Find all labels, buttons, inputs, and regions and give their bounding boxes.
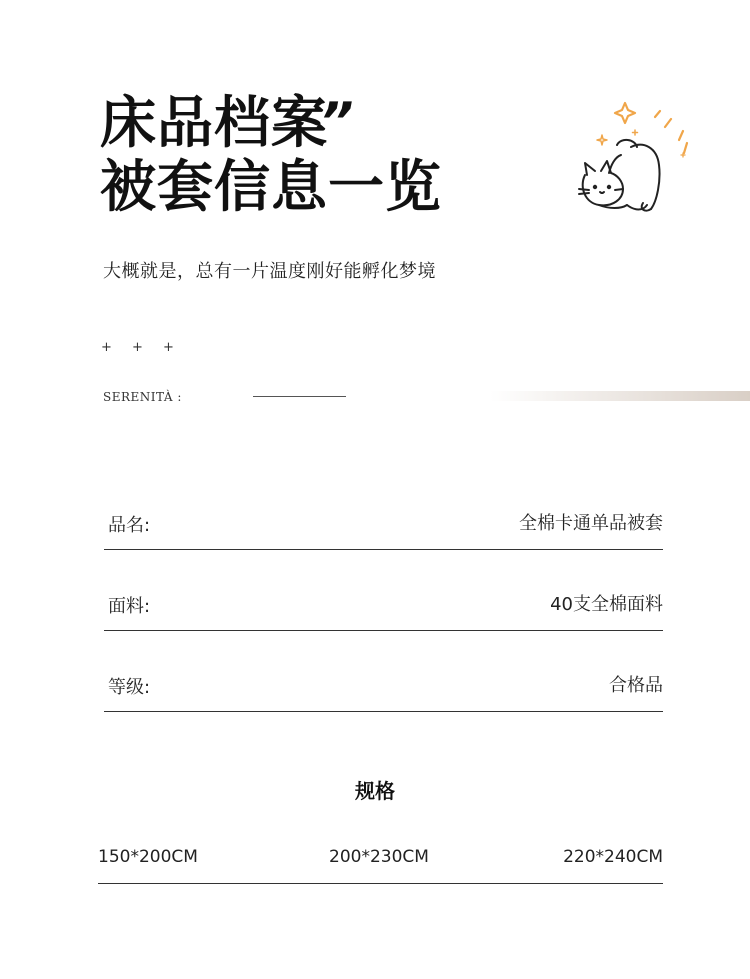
brand-divider	[253, 396, 346, 397]
cat-stretching-icon	[565, 95, 700, 220]
info-label: 等级:	[108, 677, 151, 698]
info-row-fabric	[104, 590, 663, 631]
size-option: 150*200CM	[98, 847, 198, 867]
brand-label: SERENITÀ :	[103, 390, 182, 404]
plus-decoration: + + +	[101, 340, 182, 355]
info-label: 品名:	[108, 515, 151, 536]
quote-mark: ”	[320, 92, 354, 152]
info-row-grade	[104, 671, 663, 712]
subtitle: 大概就是，总有一片温度刚好能孵化梦境	[103, 261, 436, 282]
info-label: 面料:	[108, 596, 151, 617]
info-row-product-name	[104, 509, 663, 550]
page-title-line1: 床品档案	[100, 91, 328, 156]
size-list	[98, 845, 663, 884]
size-option: 220*240CM	[563, 847, 663, 867]
info-value: 合格品	[609, 675, 663, 696]
spec-heading: 规格	[355, 779, 395, 803]
gradient-accent-bar	[490, 391, 750, 401]
info-value: 40支全棉面料	[550, 594, 663, 615]
page-title-line2: 被套信息一览	[100, 155, 442, 220]
info-value: 全棉卡通单品被套	[519, 513, 663, 534]
size-option: 200*230CM	[329, 847, 429, 867]
